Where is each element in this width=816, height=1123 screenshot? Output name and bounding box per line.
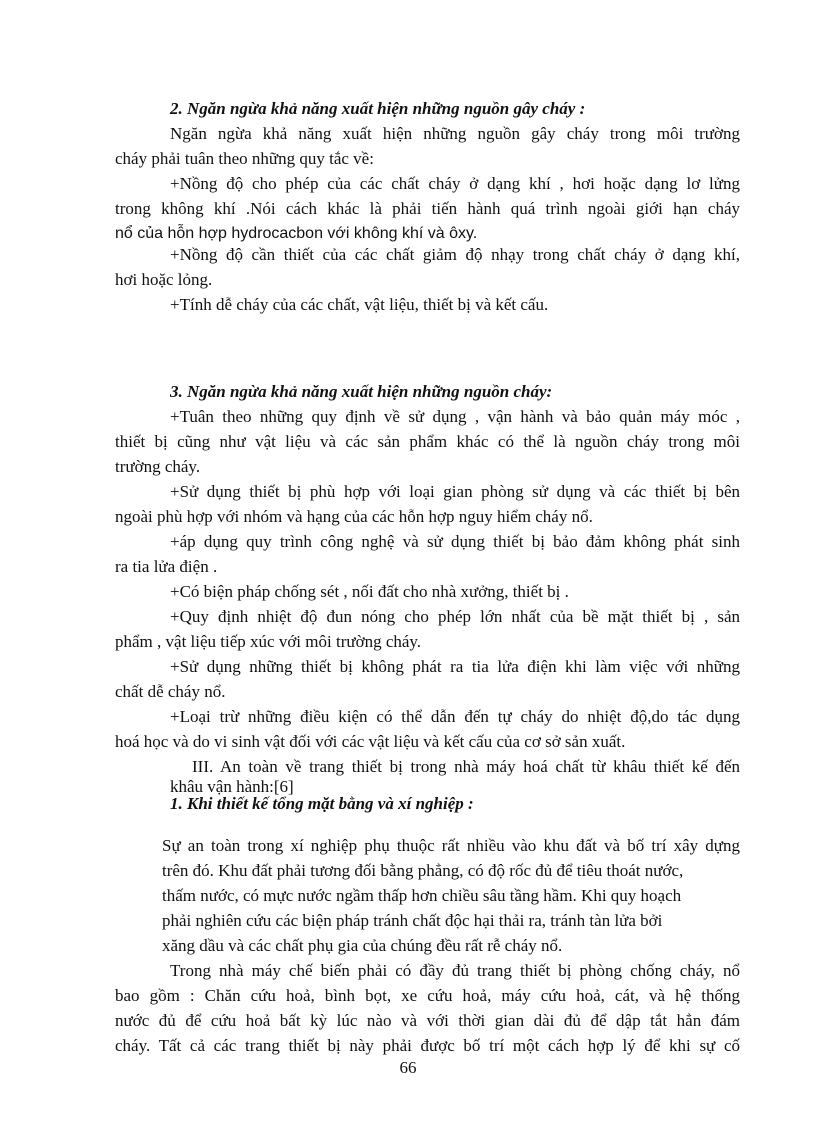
part-3-title-line: III. An toàn về trang thiết bị trong nhà máy hoá chất từ khâu thiết kế đến bbox=[192, 757, 740, 776]
page-number: 66 bbox=[399, 1058, 417, 1077]
section-2-line: trong không khí .Nói cách khác là phải tiến hành quá trình ngoài giới hạn cháy bbox=[115, 199, 740, 218]
section-3-line: +Loại trừ những điều kiện có thể dẫn đến tự cháy do nhiệt độ,do tác dụng bbox=[170, 707, 740, 726]
section-2-line: cháy phải tuân theo những quy tắc về: bbox=[115, 149, 374, 168]
section-3-line: +Sử dụng thiết bị phù hợp với loại gian phòng sử dụng và các thiết bị bên bbox=[170, 482, 740, 501]
section-2-line: +Tính dễ cháy của các chất, vật liệu, thiết bị và kết cấu. bbox=[170, 295, 549, 314]
section-3-line: ngoài phù hợp với nhóm và hạng của các hỗn hợp nguy hiểm cháy nổ. bbox=[115, 507, 593, 526]
section-3-line: +Tuân theo những quy định về sử dụng , vận hành và bảo quản máy móc , bbox=[170, 407, 740, 426]
subsection-1-para-1-line: phải nghiên cứu các biện pháp tránh chất độc hại thải ra, tránh tàn lửa bởi bbox=[162, 911, 663, 930]
section-2-line: nổ của hỗn hợp hydrocacbon với không khí và ôxy. bbox=[115, 225, 478, 242]
section-3-line: hoá học và do vi sinh vật đối với các vật liệu và kết cấu của cơ sở sản xuất. bbox=[115, 732, 626, 751]
subsection-1-para-2-line: Trong nhà máy chế biến phải có đầy đủ trang thiết bị phòng chống cháy, nổ bbox=[170, 961, 740, 980]
subsection-1-heading: 1. Khi thiết kế tổng mặt bằng và xí nghiệp : bbox=[170, 794, 474, 813]
section-3-line: thiết bị cũng như vật liệu và các sản phẩm khác có thể là nguồn cháy trong môi bbox=[115, 432, 740, 451]
section-3-line: phẩm , vật liệu tiếp xúc với môi trường cháy. bbox=[115, 632, 422, 651]
section-3-line: +Quy định nhiệt độ đun nóng cho phép lớn nhất của bề mặt thiết bị , sản bbox=[170, 607, 740, 626]
subsection-1-para-2-line: nước đủ để cứu hoả bất kỳ lúc nào và với thời gian dài đủ để dập tắt hẳn đám bbox=[115, 1011, 740, 1030]
section-2-line: Ngăn ngừa khả năng xuất hiện những nguồn gây cháy trong môi trường bbox=[170, 124, 740, 143]
section-3-line: ra tia lửa điện . bbox=[115, 557, 218, 576]
subsection-1-para-1-line: xăng dầu và các chất phụ gia của chúng đều rất rễ cháy nổ. bbox=[162, 936, 563, 955]
subsection-1-para-2-line: bao gồm : Chăn cứu hoả, bình bọt, xe cứu hoả, máy cứu hoả, cát, và hệ thống bbox=[115, 986, 740, 1005]
section-2-line: hơi hoặc lỏng. bbox=[115, 270, 213, 289]
section-2-line: +Nồng độ cần thiết của các chất giảm độ nhạy trong chất cháy ở dạng khí, bbox=[170, 245, 740, 264]
section-2-heading: 2. Ngăn ngừa khả năng xuất hiện những nguồn gây cháy : bbox=[170, 99, 586, 118]
subsection-1-para-1-line: Sự an toàn trong xí nghiệp phụ thuộc rất nhiều vào khu đất và bố trí xây dựng bbox=[162, 836, 740, 855]
section-3-line: +Có biện pháp chống sét , nối đất cho nhà xưởng, thiết bị . bbox=[170, 582, 569, 601]
subsection-1-para-2-line: cháy. Tất cả các trang thiết bị này phải được bố trí một cách hợp lý để khi sự cố bbox=[115, 1036, 740, 1055]
section-3-line: chất dễ cháy nổ. bbox=[115, 682, 226, 701]
section-3-heading: 3. Ngăn ngừa khả năng xuất hiện những nguồn cháy: bbox=[170, 382, 553, 401]
part-3-title-line: khâu vận hành:[6] bbox=[170, 777, 294, 796]
section-2-line: +Nồng độ cho phép của các chất cháy ở dạng khí , hơi hoặc dạng lơ lửng bbox=[170, 174, 740, 193]
subsection-1-para-1-line: thấm nước, có mực nước ngầm thấp hơn chiều sâu tầng hầm. Khi quy hoạch bbox=[162, 886, 682, 905]
subsection-1-para-1-line: trên đó. Khu đất phải tương đối bằng phẳng, có độ rốc đủ để tiêu thoát nước, bbox=[162, 861, 684, 880]
section-3-line: +Sử dụng những thiết bị không phát ra tia lửa điện khi làm việc với những bbox=[170, 657, 740, 676]
section-3-line: +áp dụng quy trình công nghệ và sử dụng thiết bị bảo đảm không phát sinh bbox=[170, 532, 740, 551]
section-3-line: trường cháy. bbox=[115, 457, 201, 476]
